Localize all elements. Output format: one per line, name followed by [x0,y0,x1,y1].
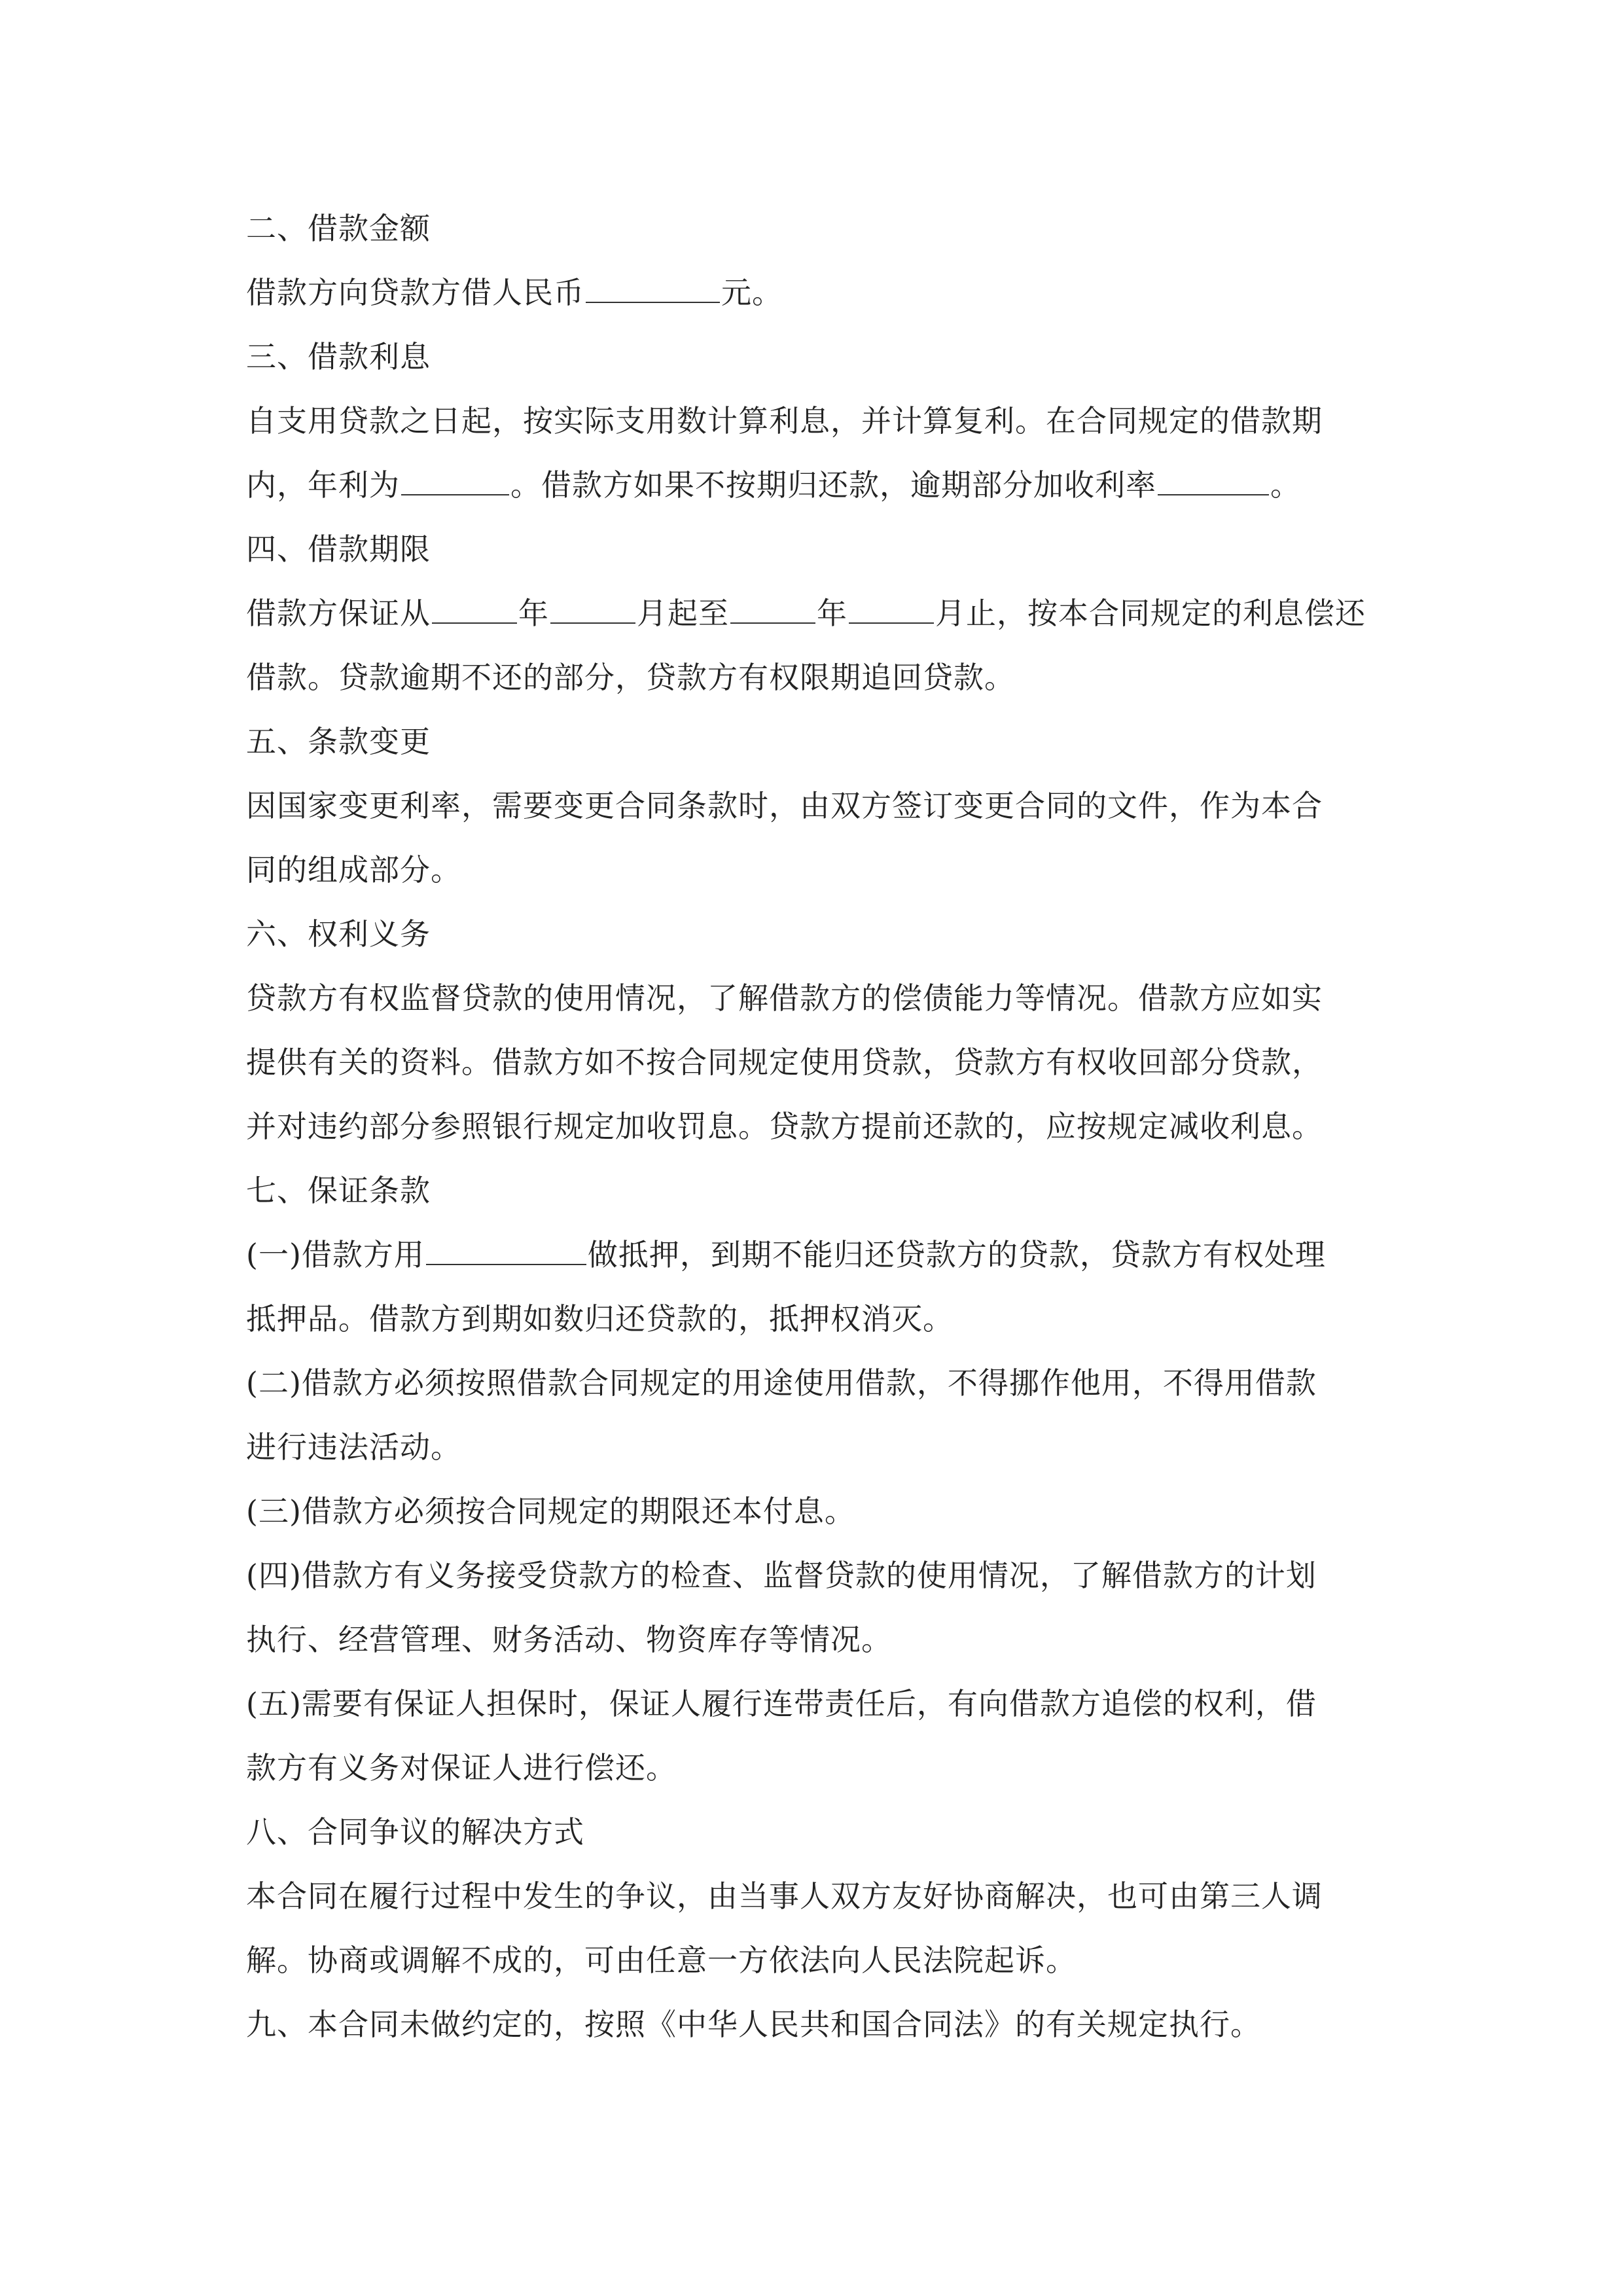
text-segment: 内，年利为 [246,467,400,503]
paragraph-line [246,581,1398,645]
paragraph-line: 自支用贷款之日起，按实际支用数计算利息，并计算复利。在合同规定的借款期 [246,403,1323,439]
blank-field-start-year[interactable] [432,584,517,624]
text-segment: 月起至 [637,596,729,631]
section-heading-term: 四、借款期限 [246,531,431,567]
blank-field-loan-amount[interactable] [586,264,720,303]
text-segment: 年 [518,596,549,631]
paragraph-line: (二)借款方必须按照借款合同规定的用途使用借款，不得挪作他用，不得用借款 [246,1365,1317,1401]
paragraph-line: 同的组成部分。 [246,852,461,888]
paragraph-line: (四)借款方有义务接受贷款方的检查、监督贷款的使用情况，了解借款方的计划 [246,1558,1317,1593]
blank-field-start-month[interactable] [550,584,635,624]
text-segment: 做抵押，到期不能归还贷款方的贷款，贷款方有权处理 [587,1237,1326,1272]
text-segment: 借款方保证从 [246,596,431,631]
paragraph-line: 借款。贷款逾期不还的部分，贷款方有权限期追回贷款。 [246,660,1015,695]
section-heading-guarantee: 七、保证条款 [246,1173,431,1208]
paragraph-line [246,453,1398,517]
text-segment: 。借款方如果不按期归还款，逾期部分加收利率 [510,467,1156,503]
text-segment: 年 [817,596,847,631]
paragraph-line: 进行违法活动。 [246,1429,461,1465]
blank-field-end-month[interactable] [849,584,934,624]
section-heading-change: 五、条款变更 [246,724,431,759]
paragraph-line: (三)借款方必须按合同规定的期限还本付息。 [246,1494,855,1529]
text-segment: 元。 [721,275,783,310]
section-heading-dispute: 八、合同争议的解决方式 [246,1814,584,1850]
section-heading-rights: 六、权利义务 [246,916,431,952]
blank-field-annual-rate[interactable] [401,456,509,495]
paragraph-line: 款方有义务对保证人进行偿还。 [246,1750,677,1785]
paragraph-line: 贷款方有权监督贷款的使用情况，了解借款方的偿债能力等情况。借款方应如实 [246,980,1323,1016]
text-segment: 。 [1270,467,1301,503]
section-heading-amount: 二、借款金额 [246,211,431,246]
blank-field-overdue-rate[interactable] [1158,456,1269,495]
paragraph-line [246,1223,1398,1287]
paragraph-line: 并对违约部分参照银行规定加收罚息。贷款方提前还款的，应按规定减收利息。 [246,1109,1323,1144]
text-segment: 借款方向贷款方借人民币 [246,275,584,310]
text-segment: (一)借款方用 [246,1237,425,1272]
paragraph-line [246,260,1398,325]
paragraph-line: 提供有关的资料。借款方如不按合同规定使用贷款，贷款方有权收回部分贷款， [246,1045,1323,1080]
blank-field-collateral[interactable] [426,1226,586,1265]
paragraph-line: 抵押品。借款方到期如数归还贷款的，抵押权消灭。 [246,1301,954,1336]
paragraph-line: 本合同在履行过程中发生的争议，由当事人双方友好协商解决，也可由第三人调 [246,1878,1323,1914]
text-segment: 月止，按本合同规定的利息偿还 [935,596,1366,631]
section-heading-interest: 三、借款利息 [246,339,431,374]
document-body [246,196,1398,2056]
paragraph-line: 执行、经营管理、财务活动、物资库存等情况。 [246,1622,892,1657]
blank-field-end-year[interactable] [730,584,815,624]
section-heading-other: 九、本合同未做约定的，按照《中华人民共和国合同法》的有关规定执行。 [246,2007,1261,2042]
paragraph-line: 因国家变更利率，需要变更合同条款时，由双方签订变更合同的文件，作为本合 [246,788,1323,823]
paragraph-line: (五)需要有保证人担保时，保证人履行连带责任后，有向借款方追偿的权利，借 [246,1686,1317,1721]
paragraph-line: 解。协商或调解不成的，可由任意一方依法向人民法院起诉。 [246,1943,1077,1978]
